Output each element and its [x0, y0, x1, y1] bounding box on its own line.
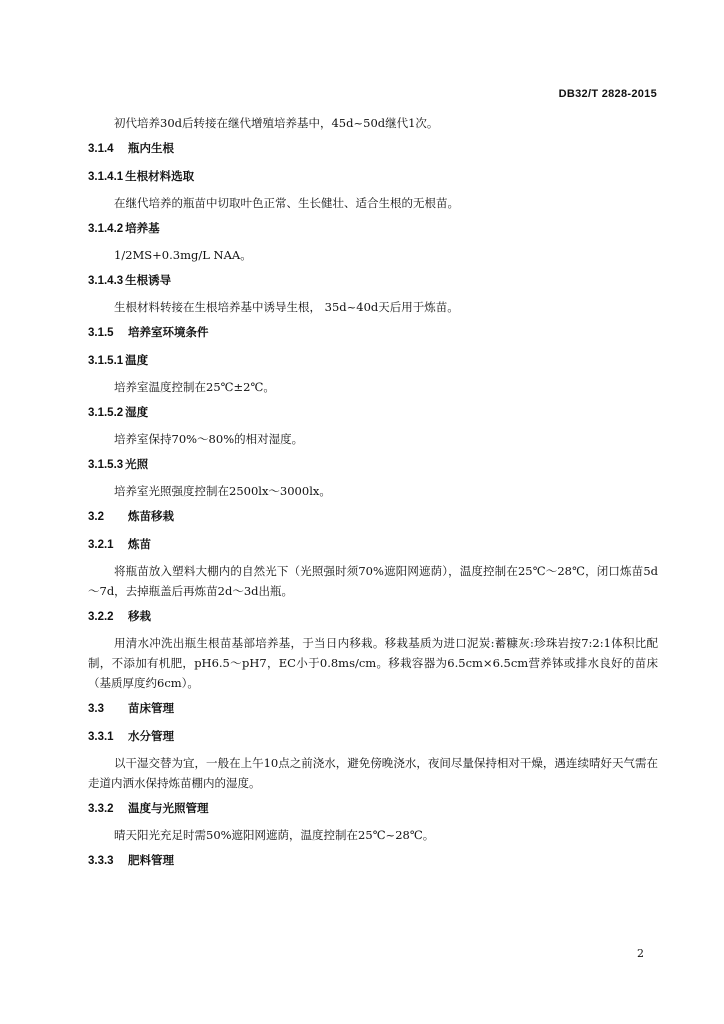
section-number: 3.1.4.1 — [88, 171, 124, 183]
section-number: 3.1.4.3 — [88, 275, 124, 287]
paragraph: 培养室保持70%～80%的相对湿度。 — [114, 432, 304, 446]
paragraph: 1/2MS+0.3mg/L NAA。 — [114, 248, 252, 262]
section-heading — [88, 323, 658, 343]
section-number: 3.1.5 — [88, 327, 114, 339]
section-number: 3.3.1 — [88, 731, 114, 743]
subsection-heading — [88, 219, 658, 239]
section-number: 3.1.4 — [88, 143, 114, 155]
section-heading — [88, 507, 658, 527]
subsection-heading — [88, 455, 658, 475]
section-heading — [88, 727, 658, 747]
section-heading — [88, 535, 658, 555]
page-number: 2 — [637, 947, 644, 960]
paragraph: 生根材料转接在生根培养基中诱导生根， 35d~40d天后用于炼苗。 — [114, 300, 459, 314]
paragraph: 用清水冲洗出瓶生根苗基部培养基，于当日内移栽。移栽基质为进口泥炭:蓄糠灰:珍珠岩按7:2:1体积比配制，不添加有机肥，pH6.5～pH7，EC小于0.8ms/cm。移栽容器为6.5cm×6.5cm营养钵或排水良好的苗床（基质厚度约6cm）。 — [88, 636, 658, 690]
paragraph: 以干湿交替为宜，一般在上午10点之前浇水，避免傍晚浇水，夜间尽量保持相对干燥，遇连续晴好天气需在走道内洒水保持炼苗棚内的湿度。 — [88, 756, 658, 790]
section-number: 3.1.5.1 — [88, 355, 124, 367]
section-heading — [88, 799, 658, 819]
section-number: 3.2.1 — [88, 539, 114, 551]
subsection-heading — [88, 403, 658, 423]
paragraph: 培养室温度控制在25℃±2℃。 — [114, 380, 275, 394]
section-title: 培养基 — [125, 223, 160, 235]
document-code: DB32/T 2828-2015 — [558, 88, 657, 100]
paragraph: 晴天阳光充足时需50%遮阳网遮荫，温度控制在25℃~28℃。 — [114, 828, 435, 842]
section-title: 湿度 — [125, 407, 149, 419]
section-title: 生根材料选取 — [125, 171, 195, 183]
section-title: 光照 — [125, 459, 149, 471]
section-title: 水分管理 — [128, 731, 174, 743]
section-title: 炼苗 — [128, 539, 151, 551]
section-heading — [88, 699, 658, 719]
paragraph: 培养室光照强度控制在2500lx～3000lx。 — [114, 484, 331, 498]
section-number: 3.2 — [88, 511, 104, 523]
subsection-heading — [88, 271, 658, 291]
section-number: 3.1.4.2 — [88, 223, 124, 235]
section-number: 3.3.3 — [88, 855, 114, 867]
subsection-heading — [88, 351, 658, 371]
paragraph: 在继代培养的瓶苗中切取叶色正常、生长健壮、适合生根的无根苗。 — [114, 196, 459, 210]
section-title: 培养室环境条件 — [128, 327, 209, 339]
section-heading — [88, 607, 658, 627]
section-number: 3.1.5.2 — [88, 407, 124, 419]
section-number: 3.2.2 — [88, 611, 114, 623]
section-title: 温度 — [125, 355, 149, 367]
section-heading — [88, 139, 658, 159]
section-title: 苗床管理 — [128, 703, 174, 715]
section-title: 温度与光照管理 — [128, 803, 209, 815]
paragraph: 将瓶苗放入塑料大棚内的自然光下（光照强时须70%遮阳网遮荫），温度控制在25℃～28℃，闭口炼苗5d～7d，去掉瓶盖后再炼苗2d～3d出瓶。 — [88, 564, 658, 598]
section-number: 3.3 — [88, 703, 104, 715]
section-title: 瓶内生根 — [128, 143, 174, 155]
section-title: 炼苗移栽 — [128, 511, 174, 523]
section-number: 3.1.5.3 — [88, 459, 124, 471]
section-title: 移栽 — [128, 611, 151, 623]
paragraph: 初代培养30d后转接在继代增殖培养基中，45d~50d继代1次。 — [114, 116, 439, 130]
section-heading — [88, 851, 658, 871]
section-title: 肥料管理 — [128, 855, 174, 867]
subsection-heading — [88, 167, 658, 187]
section-title: 生根诱导 — [125, 275, 172, 287]
section-number: 3.3.2 — [88, 803, 114, 815]
document-body — [88, 113, 658, 871]
